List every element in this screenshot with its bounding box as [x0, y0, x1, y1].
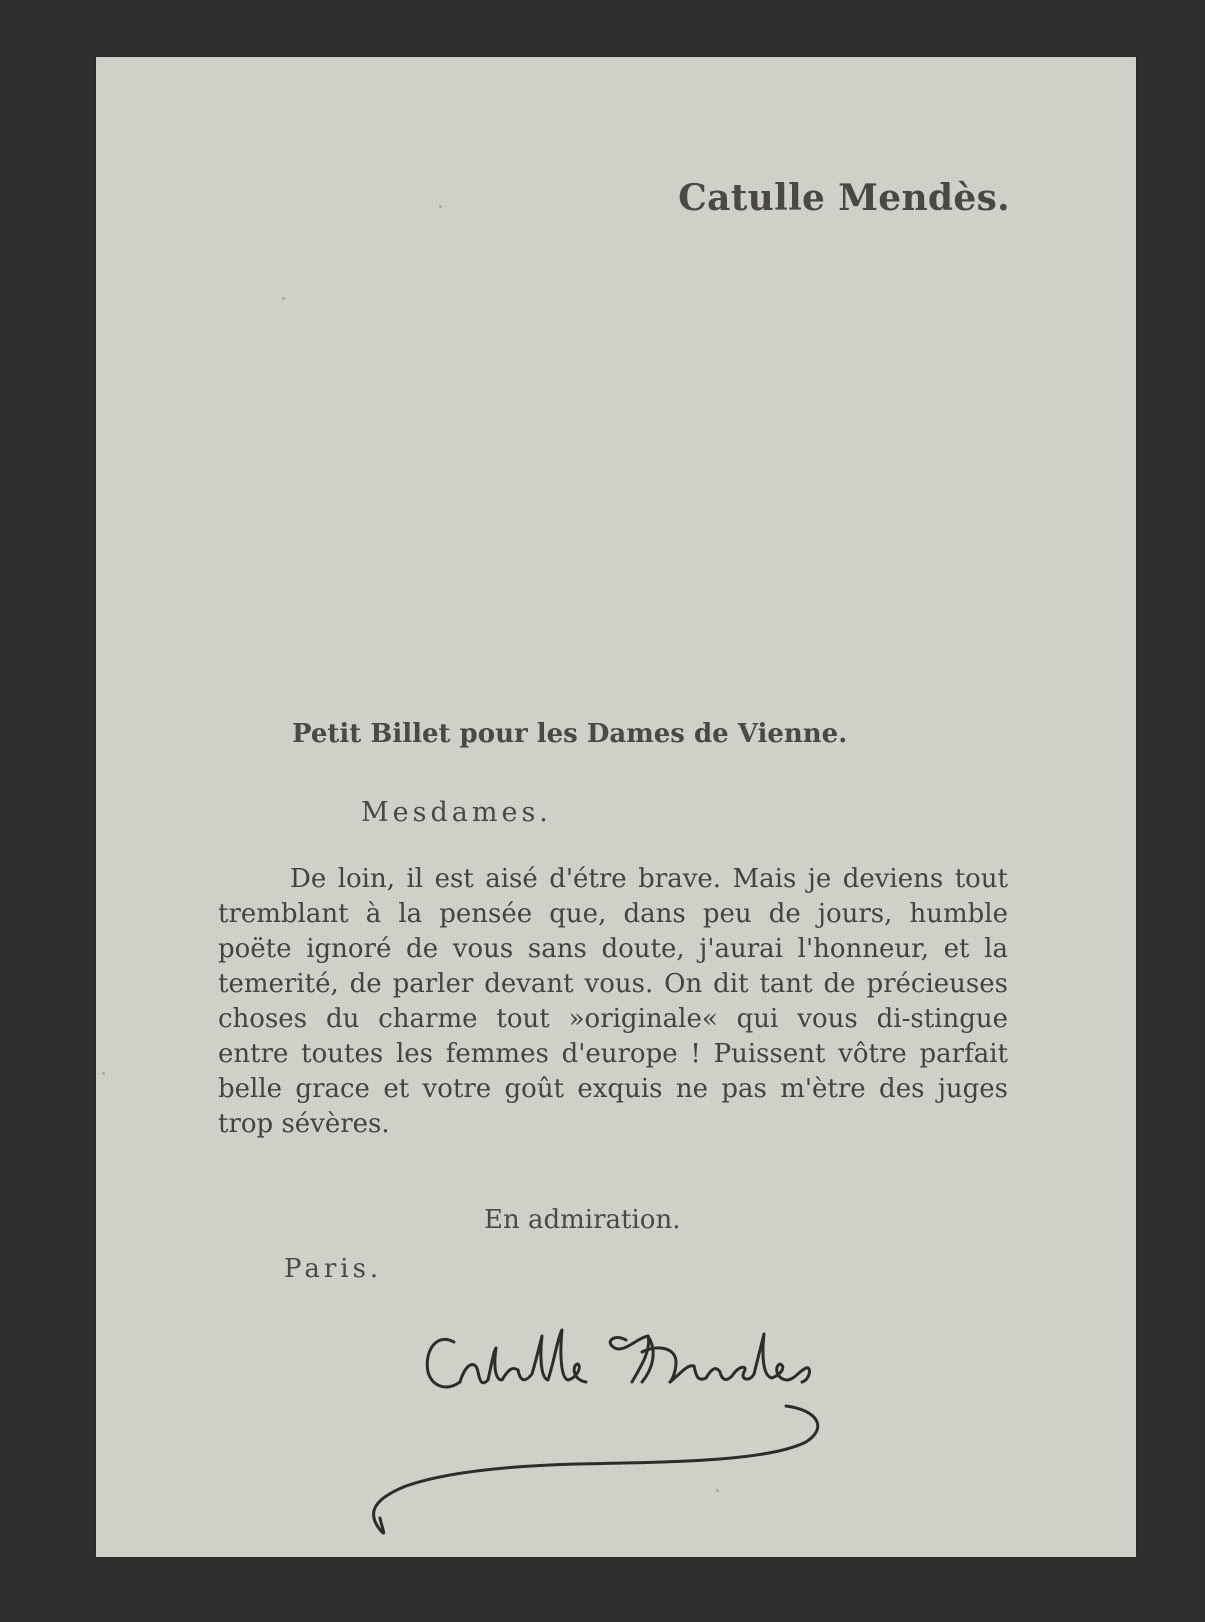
- letter-card: [96, 57, 1136, 1557]
- letter-title: Petit Billet pour les Dames de Vienne.: [292, 719, 848, 749]
- paper-fleck: [282, 297, 285, 300]
- handwritten-signature: [336, 1322, 976, 1572]
- place: Paris.: [284, 1254, 383, 1284]
- letter-body: De loin, il est aisé d'étre brave. Mais je deviens tout tremblant à la pensée que, dans peu de jours, humble poëte ignoré de vous sans doute, j'aurai l'honneur, et la temerité, de parler devant vous. On dit tant de précieuses choses du charme tout »originale« qui vous di-stingue entre toutes les femmes d'europe ! Puissent vôtre parfait belle grace et votre goût exquis ne pas m'ètre des juges trop sévères.: [218, 864, 1008, 1139]
- paper-fleck: [102, 1072, 105, 1075]
- letterhead: Catulle Mendès.: [678, 177, 1010, 219]
- paper-fleck: [439, 205, 442, 208]
- salutation: Mesdames.: [361, 797, 552, 828]
- closing: En admiration.: [484, 1205, 681, 1235]
